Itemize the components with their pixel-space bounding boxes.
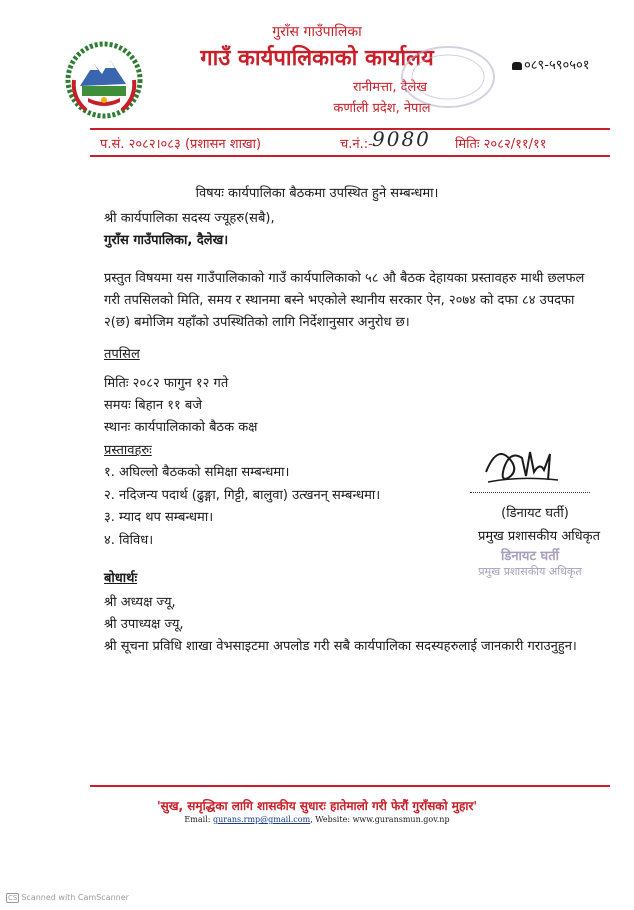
- letter-subject: विषयः कार्यपालिका बैठकमा उपस्थित हुने सम्बन्धमा।: [195, 186, 439, 201]
- footer-divider: [90, 785, 610, 787]
- cc-item: श्री अध्यक्ष ज्यू,: [104, 595, 176, 610]
- phone-number: [512, 55, 590, 73]
- cc-item: श्री सूचना प्रविधि शाखा वेभसाइटमा अपलोड गरी सबै कार्यपालिका सदस्यहरुलाई जानकारी गराउनुहुन।: [104, 639, 577, 654]
- header-divider-bottom: [90, 155, 610, 157]
- signatory-title: प्रमुख प्रशासकीय अधिकृत: [477, 529, 601, 544]
- footer-contact: [0, 815, 634, 824]
- email-label: Email:: [184, 815, 211, 824]
- website-link[interactable]: www.guransmun.gov.np: [352, 815, 450, 824]
- cc-heading: बोधार्थः: [104, 571, 138, 586]
- website-label: , Website:: [310, 815, 351, 824]
- signature-line: [470, 492, 590, 493]
- dispatch-number-label: च.नं.:-: [340, 137, 373, 152]
- proposals-heading: प्रस्तावहरुः: [104, 443, 152, 458]
- office-seal-stamp: [398, 42, 498, 116]
- municipality-name: गुराँस गाउँपालिका: [272, 24, 362, 40]
- meeting-place: स्थानः कार्यपालिकाको बैठक कक्ष: [104, 420, 258, 435]
- camscanner-icon: CS: [8, 894, 18, 902]
- name-stamp: डिनायट घर्ती: [501, 549, 559, 564]
- signatory-name: (डिनायट घर्ती): [501, 506, 569, 521]
- letter-date: मितिः २०८२/११/११: [455, 137, 547, 152]
- province-line: कर्णाली प्रदेश, नेपाल: [333, 101, 431, 116]
- tapsil-heading: तपसिल: [104, 347, 140, 362]
- email-link[interactable]: gurans.rmp@gmail.com: [212, 815, 311, 824]
- body-paragraph: प्रस्तुत विषयमा यस गाउँपालिकाको गाउँ कार्यपालिकाको ५८ औ बैठक देहायका प्रस्तावहरु माथी छलफल गरी तपसिलको मिति, समय र स्थानमा बस्ने भएकोले स्थानीय सरकार ऐन, २०७४ को दफा ८४ उपदफा २(छ) बमोजिम यहाँको उपस्थितिको लागि निर्देशानुसार अनुरोध छ।: [104, 271, 585, 330]
- footer-motto: 'सुख, समृद्धिका लागि शासकीय सुधारः हातेमालो गरी फेरौं गुराँसको मुहार': [156, 799, 478, 813]
- scanner-watermark: [6, 893, 129, 903]
- meeting-time: समयः बिहान ११ बजे: [104, 398, 202, 413]
- addressee-line-1: श्री कार्यपालिका सदस्य ज्यूहरु(सबै),: [104, 211, 275, 226]
- letter-reference-number: प.सं. २०८२।०८३ (प्रशासन शाखा): [100, 137, 262, 152]
- addressee-line-2: गुराँस गाउँपालिका, दैलेख।: [104, 233, 229, 248]
- dispatch-number-value: 9080: [372, 127, 431, 151]
- header-divider-top: [90, 128, 610, 130]
- handwritten-signature: [478, 432, 568, 496]
- phone-text: ०८९-५९०५०१: [524, 58, 590, 73]
- proposal-item: ३. म्याद थप सम्बन्धमा।: [104, 510, 214, 525]
- meeting-date: मितिः २०८२ फागुन १२ गते: [104, 376, 229, 391]
- proposal-item: २. नदिजन्य पदार्थ (ढुङ्गा, गिट्टी, बालुवा) उत्खनन् सम्बन्धमा।: [104, 488, 381, 503]
- office-title: गाउँ कार्यपालिकाको कार्यालय: [200, 46, 434, 71]
- telephone-icon: [512, 62, 522, 70]
- cc-item: श्री उपाध्यक्ष ज्यू,: [104, 617, 184, 632]
- scanner-text: Scanned with CamScanner: [21, 893, 129, 902]
- location-line: रानीमत्ता, दैलेख: [352, 80, 427, 95]
- proposal-item: १. अघिल्लो बैठकको समिक्षा सम्बन्धमा।: [104, 465, 290, 480]
- proposal-item: ४. विविध।: [104, 533, 154, 548]
- title-stamp: प्रमुख प्रशासकीय अधिकृत: [478, 565, 582, 578]
